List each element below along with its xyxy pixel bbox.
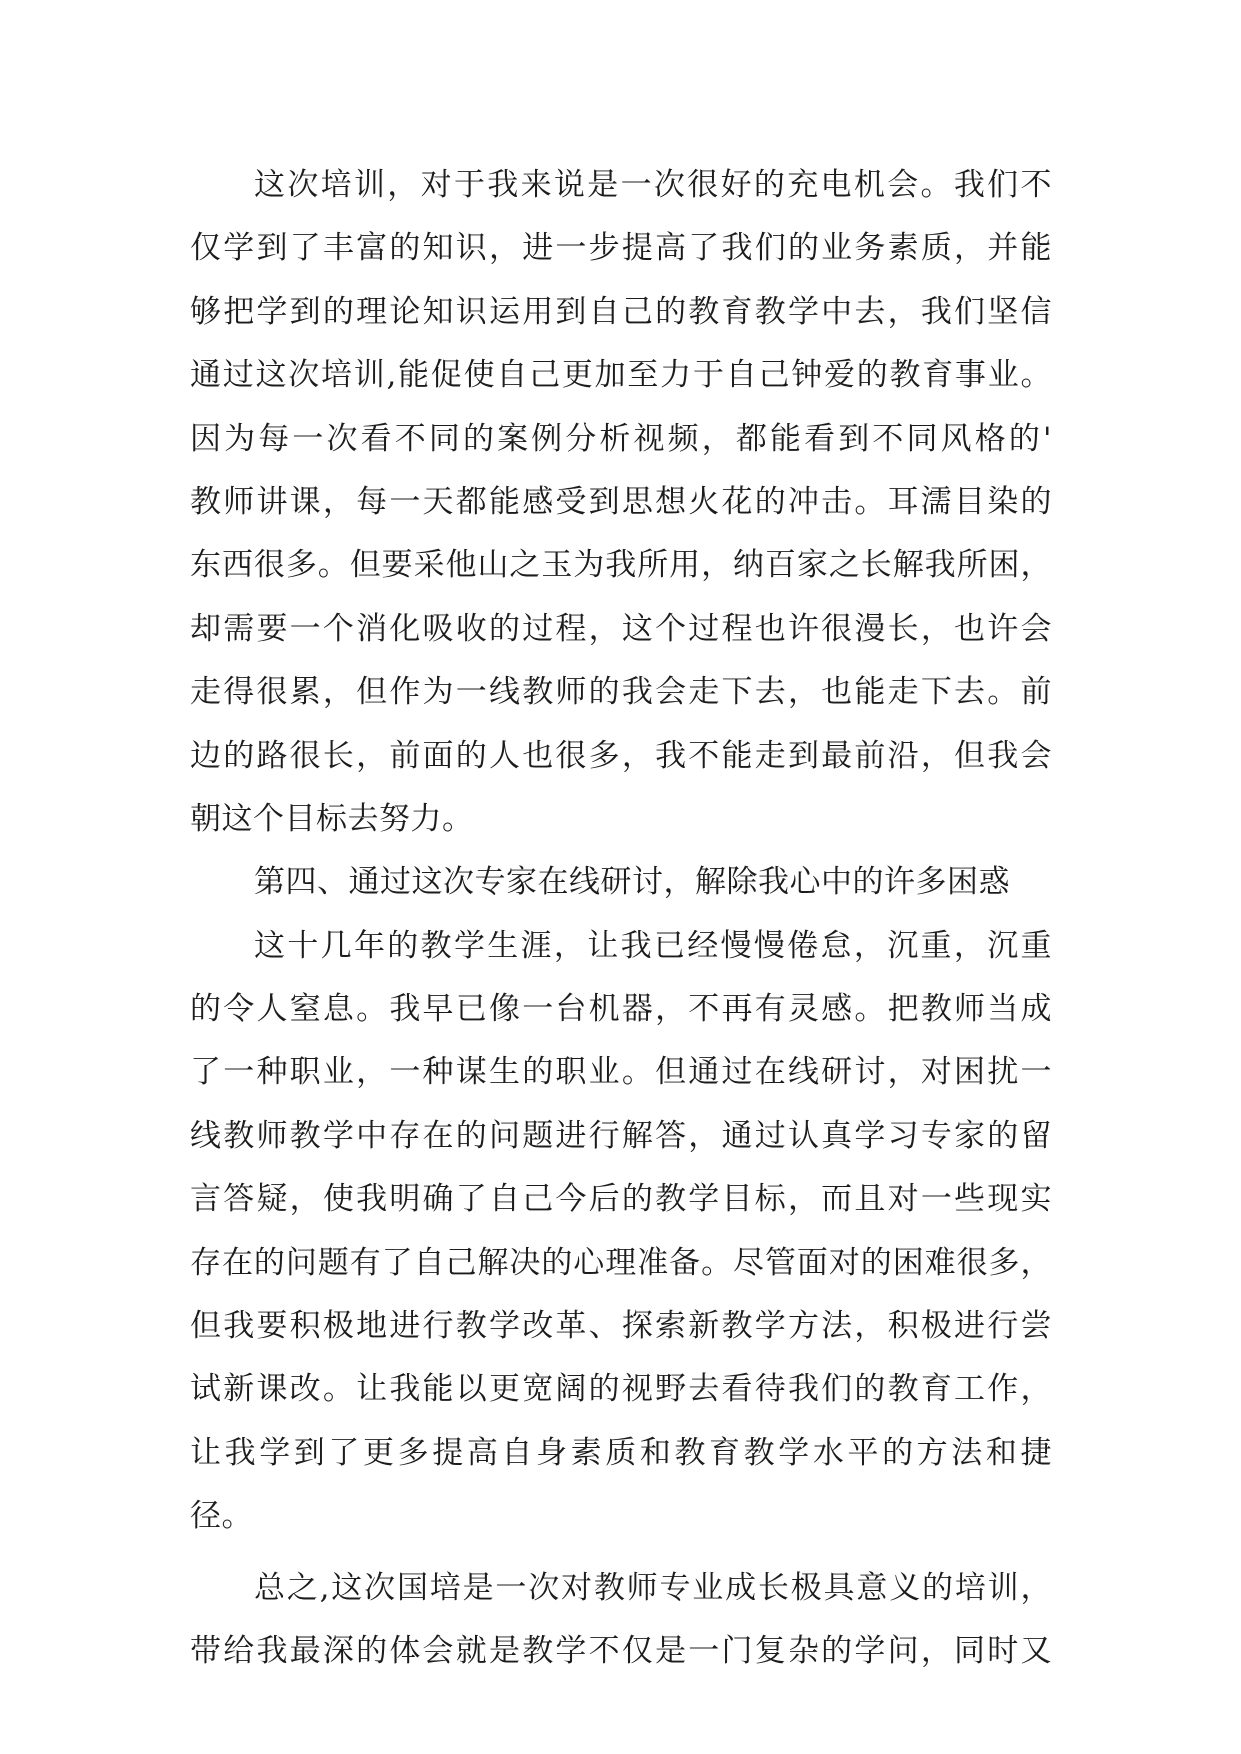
section-heading xyxy=(190,851,1052,914)
paragraph-line: 朝这个目标去努力。 xyxy=(190,800,474,837)
paragraph-line: 试新课改。让我能以更宽阔的视野去看待我们的教育工作， xyxy=(190,1371,1052,1408)
paragraph-line: 线教师教学中存在的问题进行解答，通过认真学习专家的留 xyxy=(190,1117,1052,1154)
paragraph-line: 仅学到了丰富的知识，进一步提高了我们的业务素质，并能 xyxy=(190,230,1052,267)
paragraph-line: 通过这次培训,能促使自己更加至力于自己钟爱的教育事业。 xyxy=(190,357,1052,394)
paragraph-line: 这十几年的教学生涯，让我已经慢慢倦怠，沉重，沉重 xyxy=(254,927,1052,964)
paragraph-line: 东西很多。但要采他山之玉为我所用，纳百家之长解我所困， xyxy=(190,547,1052,584)
paragraph-2 xyxy=(190,915,1052,1549)
paragraph-line: 让我学到了更多提高自身素质和教育教学水平的方法和捷 xyxy=(190,1434,1052,1471)
body-text xyxy=(190,154,1052,1683)
paragraph-line: 因为每一次看不同的案例分析视频，都能看到不同风格的' xyxy=(190,420,1052,457)
paragraph-line: 带给我最深的体会就是教学不仅是一门复杂的学问，同时又 xyxy=(190,1632,1052,1669)
paragraph-line: 的令人窒息。我早已像一台机器，不再有灵感。把教师当成 xyxy=(190,991,1052,1028)
paragraph-line: 却需要一个消化吸收的过程，这个过程也许很漫长，也许会 xyxy=(190,610,1052,647)
section-heading-text: 第四、通过这次专家在线研讨，解除我心中的许多困惑 xyxy=(254,864,1010,901)
paragraph-line: 存在的问题有了自己解决的心理准备。尽管面对的困难很多， xyxy=(190,1244,1052,1281)
paragraph-line: 径。 xyxy=(190,1498,253,1535)
paragraph-line: 言答疑，使我明确了自己今后的教学目标，而且对一些现实 xyxy=(190,1181,1052,1218)
paragraph-line: 但我要积极地进行教学改革、探索新教学方法，积极进行尝 xyxy=(190,1308,1052,1345)
paragraph-line: 了一种职业，一种谋生的职业。但通过在线研讨，对困扰一 xyxy=(190,1054,1052,1091)
paragraph-line: 教师讲课，每一天都能感受到思想火花的冲击。耳濡目染的 xyxy=(190,483,1052,520)
paragraph-gap xyxy=(190,1549,1052,1557)
paragraph-line: 总之,这次国培是一次对教师专业成长极具意义的培训， xyxy=(254,1569,1052,1606)
paragraph-3 xyxy=(190,1557,1052,1684)
paragraph-line: 这次培训，对于我来说是一次很好的充电机会。我们不 xyxy=(254,167,1052,203)
paragraph-line: 够把学到的理论知识运用到自己的教育教学中去，我们坚信 xyxy=(190,293,1052,330)
paragraph-line: 走得很累，但作为一线教师的我会走下去，也能走下去。前 xyxy=(190,674,1052,711)
paragraph-line: 边的路很长，前面的人也很多，我不能走到最前沿，但我会 xyxy=(190,737,1052,774)
paragraph-1 xyxy=(190,154,1052,851)
